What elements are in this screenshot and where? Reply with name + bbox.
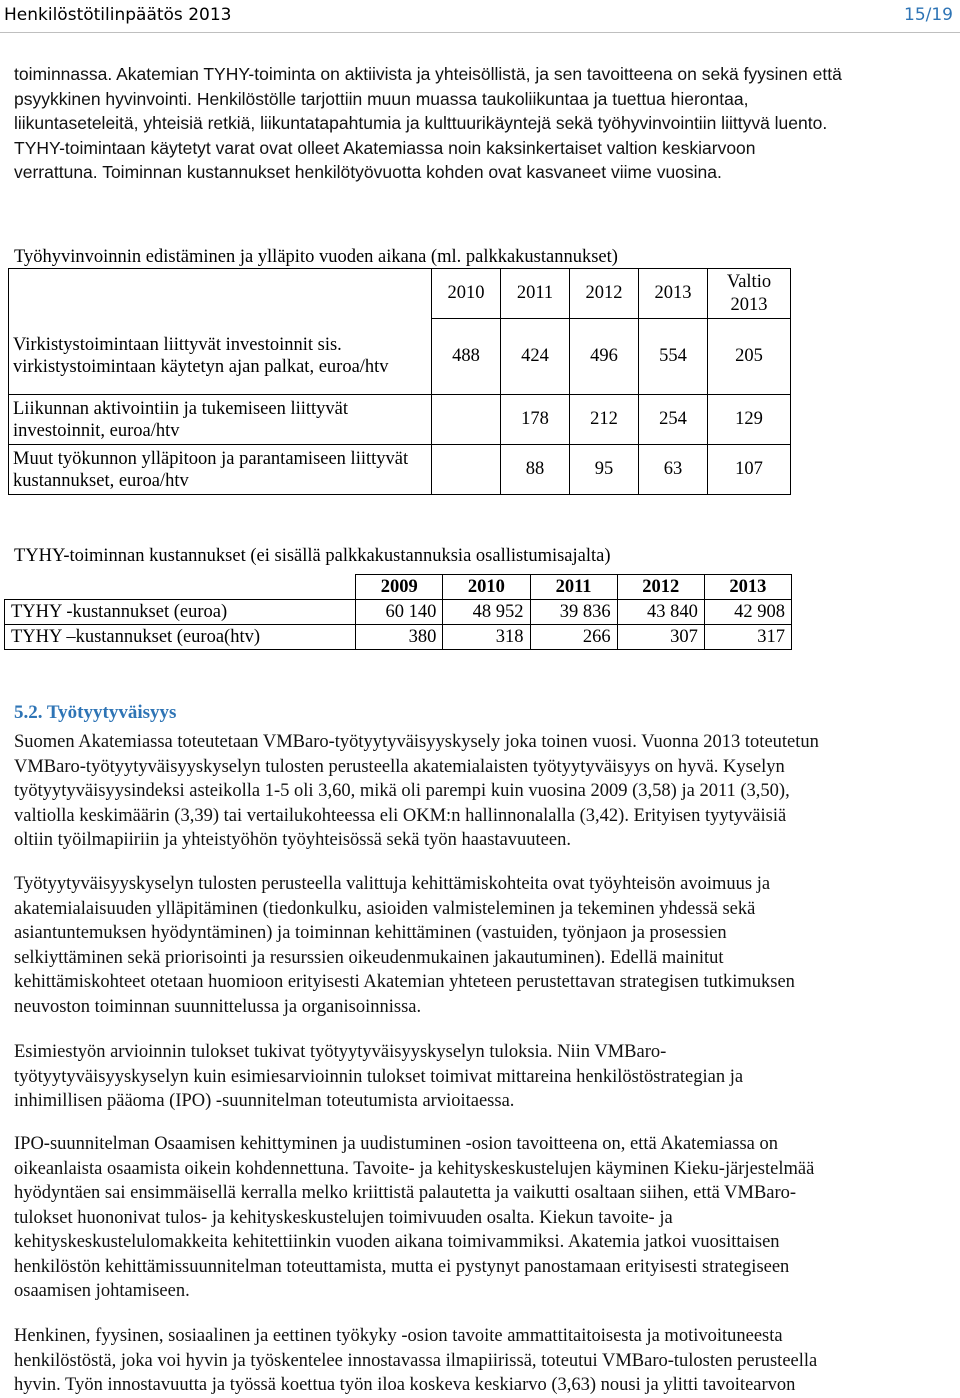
text-line: osaamisen johtamiseen. [14,1281,190,1301]
table-header-cell: 2013 [639,269,708,319]
table-corner-cell [5,575,356,600]
text-line: selkiyttäminen sekä priorisointi ja resurssien oikeudenmukainen jakautuminen). Edellä mainitut [14,947,724,968]
text-line: hyödyntäen sai ensimmäisellä kerralla melko kriittistä palautetta ja vaikutti osaltaan siihen, että VMBaro- [14,1183,797,1203]
text-line: toiminnassa. Akatemian TYHY-toiminta on aktiivista ja yhteisöllistä, ja sen tavoitteena on sekä fyysinen että [14,64,842,84]
table-cell: 317 [704,625,791,650]
intro-paragraph [14,62,954,185]
text-line: akatemialaisuuden ylläpitäminen (tiedonkulku, asioiden valmisteleminen ja tekeminen yhdessä sekä [14,898,756,919]
table-cell: 318 [443,625,530,650]
table-cell: 60 140 [356,600,443,625]
text-line: työtyytyväisyysindeksi asteikolla 1-5 oli 3,60, mikä oli parempi kuin vuosina 2009 (3,58) ja 2011 (3,50), [14,781,790,801]
text-line: Esimiestyön arvioinnin tulokset tukivat työtyytyväisyyskyselyn tuloksia. Niin VMBaro- [14,1042,667,1062]
document-title: Henkilöstötilinpäätös 2013 [4,5,232,25]
row-label: Liikunnan aktivointiin ja tukemiseen liittyvät investoinnit, euroa/htv [9,395,432,445]
text-line: liikuntaseteleitä, yhteisiä retkiä, liikuntatapahtumia ja kulttuurikäyntejä sekä työhyvinvointiin liittyvä luento. [14,113,828,133]
table-cell: 129 [708,395,791,445]
text-line: Henkinen, fyysinen, sosiaalinen ja eettinen työkyky -osion tavoite ammattitaitoisesta ja motivoituneesta [14,1326,783,1346]
table1-caption: Työhyvinvoinnin edistäminen ja ylläpito vuoden aikana (ml. palkkakustannukset) [14,247,618,267]
table-cell: 178 [501,395,570,445]
row-label: Virkistystoimintaan liittyvät investoinnit sis. virkistystoimintaan käytetyn ajan palkat, euroa/htv [9,319,432,395]
text-line: hyvin. Työn innostavuutta ja työssä koettua työn iloa koskeva keskiarvo (3,63) nousi ja ylitti tavoitearvon [14,1375,796,1395]
table-cell: 205 [708,319,791,395]
body-paragraph [14,1324,954,1398]
table-cell: 48 952 [443,600,530,625]
body-paragraph [14,1132,954,1304]
text-line: VMBaro-työtyytyväisyyskyselyn tulosten perusteella akatemialaisten työtyytyväisyys on hyvä. Kyselyn [14,756,785,777]
table-cell: 95 [570,445,639,495]
table-cell: 554 [639,319,708,395]
table-header-cell: 2009 [356,575,443,600]
table-cell: 266 [530,625,617,650]
table-row [9,395,791,445]
table-cell: 380 [356,625,443,650]
table-row [9,319,791,395]
text-line: psyykkinen hyvinvointi. Henkilöstölle tarjottiin muun muassa taukoliikuntaa ja tuettua hierontaa, [14,88,749,109]
text-line: henkilöstön kehittämissuunnitelman toteuttamista, mutta ei pystynyt panostamaan erityisesti strategiseen [14,1256,790,1277]
text-line: IPO-suunnitelman Osaamisen kehittyminen ja uudistuminen -osion tavoitteena on, että Akatemiassa on [14,1134,779,1154]
table-corner-cell [9,269,432,319]
table-cell: 254 [639,395,708,445]
body-paragraph [14,730,954,853]
table-cell: 488 [432,319,501,395]
table-cell: 43 840 [617,600,704,625]
text-line: TYHY-toimintaan käytetyt varat ovat olleet Akatemiassa noin kaksinkertaiset valtion keskiarvoon [14,137,756,158]
text-line: asiantuntemuksen hyödyntäminen) ja toiminnan kehittäminen (vastuiden, työnjaon ja prosessien [14,923,727,943]
table-cell [432,445,501,495]
table-header-cell: 2011 [501,269,570,319]
table-cell: 63 [639,445,708,495]
row-label: Muut työkunnon ylläpitoon ja parantamiseen liittyvät kustannukset, euroa/htv [9,445,432,495]
table-header-cell: Valtio 2013 [708,269,791,319]
table-cell: 424 [501,319,570,395]
text-line: tulokset huononivat tulos- ja kehityskeskustelujen toimivuuden osalta. Kiekun tavoite- ja [14,1207,673,1228]
text-line: työtyytyväisyyskyselyn kuin esimiesarvioinnin tulokset toimivat mittareina henkilöstöstrategian ja [14,1066,744,1087]
table-header-row [9,269,791,319]
table-header-cell: 2012 [570,269,639,319]
page-header [0,0,960,33]
text-line: Suomen Akatemiassa toteutetaan VMBaro-työtyytyväisyyskysely joka toinen vuosi. Vuonna 2013 toteutetun [14,732,819,752]
table-cell: 42 908 [704,600,791,625]
table-header-cell: 2011 [530,575,617,600]
table-cell: 307 [617,625,704,650]
table-cell: 107 [708,445,791,495]
text-line: inhimillisen pääoma (IPO) -suunnitelman toteutumista arvioitaessa. [14,1091,515,1111]
text-line: valtiolla keskimäärin (3,39) tai vertailukohteessa eli OKM:n hallinnonalalla (3,42). Erityisen tyytyväisiä [14,805,787,826]
table-header-cell: 2013 [704,575,791,600]
body-paragraph [14,1040,954,1114]
table-row [5,625,792,650]
row-label: TYHY -kustannukset (euroa) [5,600,356,625]
table-cell: 88 [501,445,570,495]
text-line: Työtyytyväisyyskyselyn tulosten perusteella valittuja kehittämiskohteita ovat työyhteisön avoimuus ja [14,874,771,894]
table-row [9,445,791,495]
text-line: kehittämiskohteet otetaan huomioon erityisesti Akatemian yhteteen perustettavan strategisen tutkimuksen [14,972,795,992]
table-header-cell: 2012 [617,575,704,600]
table-cell: 496 [570,319,639,395]
text-line: oikeanlaista osaamista oikein kohdennettuna. Tavoite- ja kehityskeskustelujen käyminen Kieku-järjestelmää [14,1158,815,1179]
table-header-row [5,575,792,600]
section-heading: 5.2. Työtyytyväisyys [14,702,177,723]
text-line: kehityskeskustelulomakkeita kehitettiinkin vuoden aikana toimivammiksi. Akatemia jatkoi vuosittaisen [14,1232,780,1252]
tyhy-cost-table [4,574,792,650]
table-cell: 39 836 [530,600,617,625]
text-line: verrattuna. Toiminnan kustannukset henkilötyövuotta kohden ovat kasvaneet viime vuosina. [14,162,722,182]
table-cell: 212 [570,395,639,445]
table-cell [432,395,501,445]
table2-caption: TYHY-toiminnan kustannukset (ei sisällä palkkakustannuksia osallistumisajalta) [14,546,611,566]
text-line: oltiin työilmapiiriin ja yhteistyöhön työyhteisössä sekä työn haastavuuteen. [14,830,571,850]
table-header-cell: 2010 [432,269,501,319]
wellbeing-table [8,268,791,495]
text-line: neuvoston toiminnan suunnittelussa ja organisoinnissa. [14,996,422,1017]
table-row [5,600,792,625]
page-number: 15/19 [904,5,953,25]
row-label: TYHY –kustannukset (euroa(htv) [5,625,356,650]
text-line: henkilöstöstä, joka voi hyvin ja työskentelee innostavassa ilmapiirissä, toteutui VMBaro-tulosten perusteella [14,1350,818,1371]
table-header-cell: 2010 [443,575,530,600]
body-paragraph [14,872,954,1019]
